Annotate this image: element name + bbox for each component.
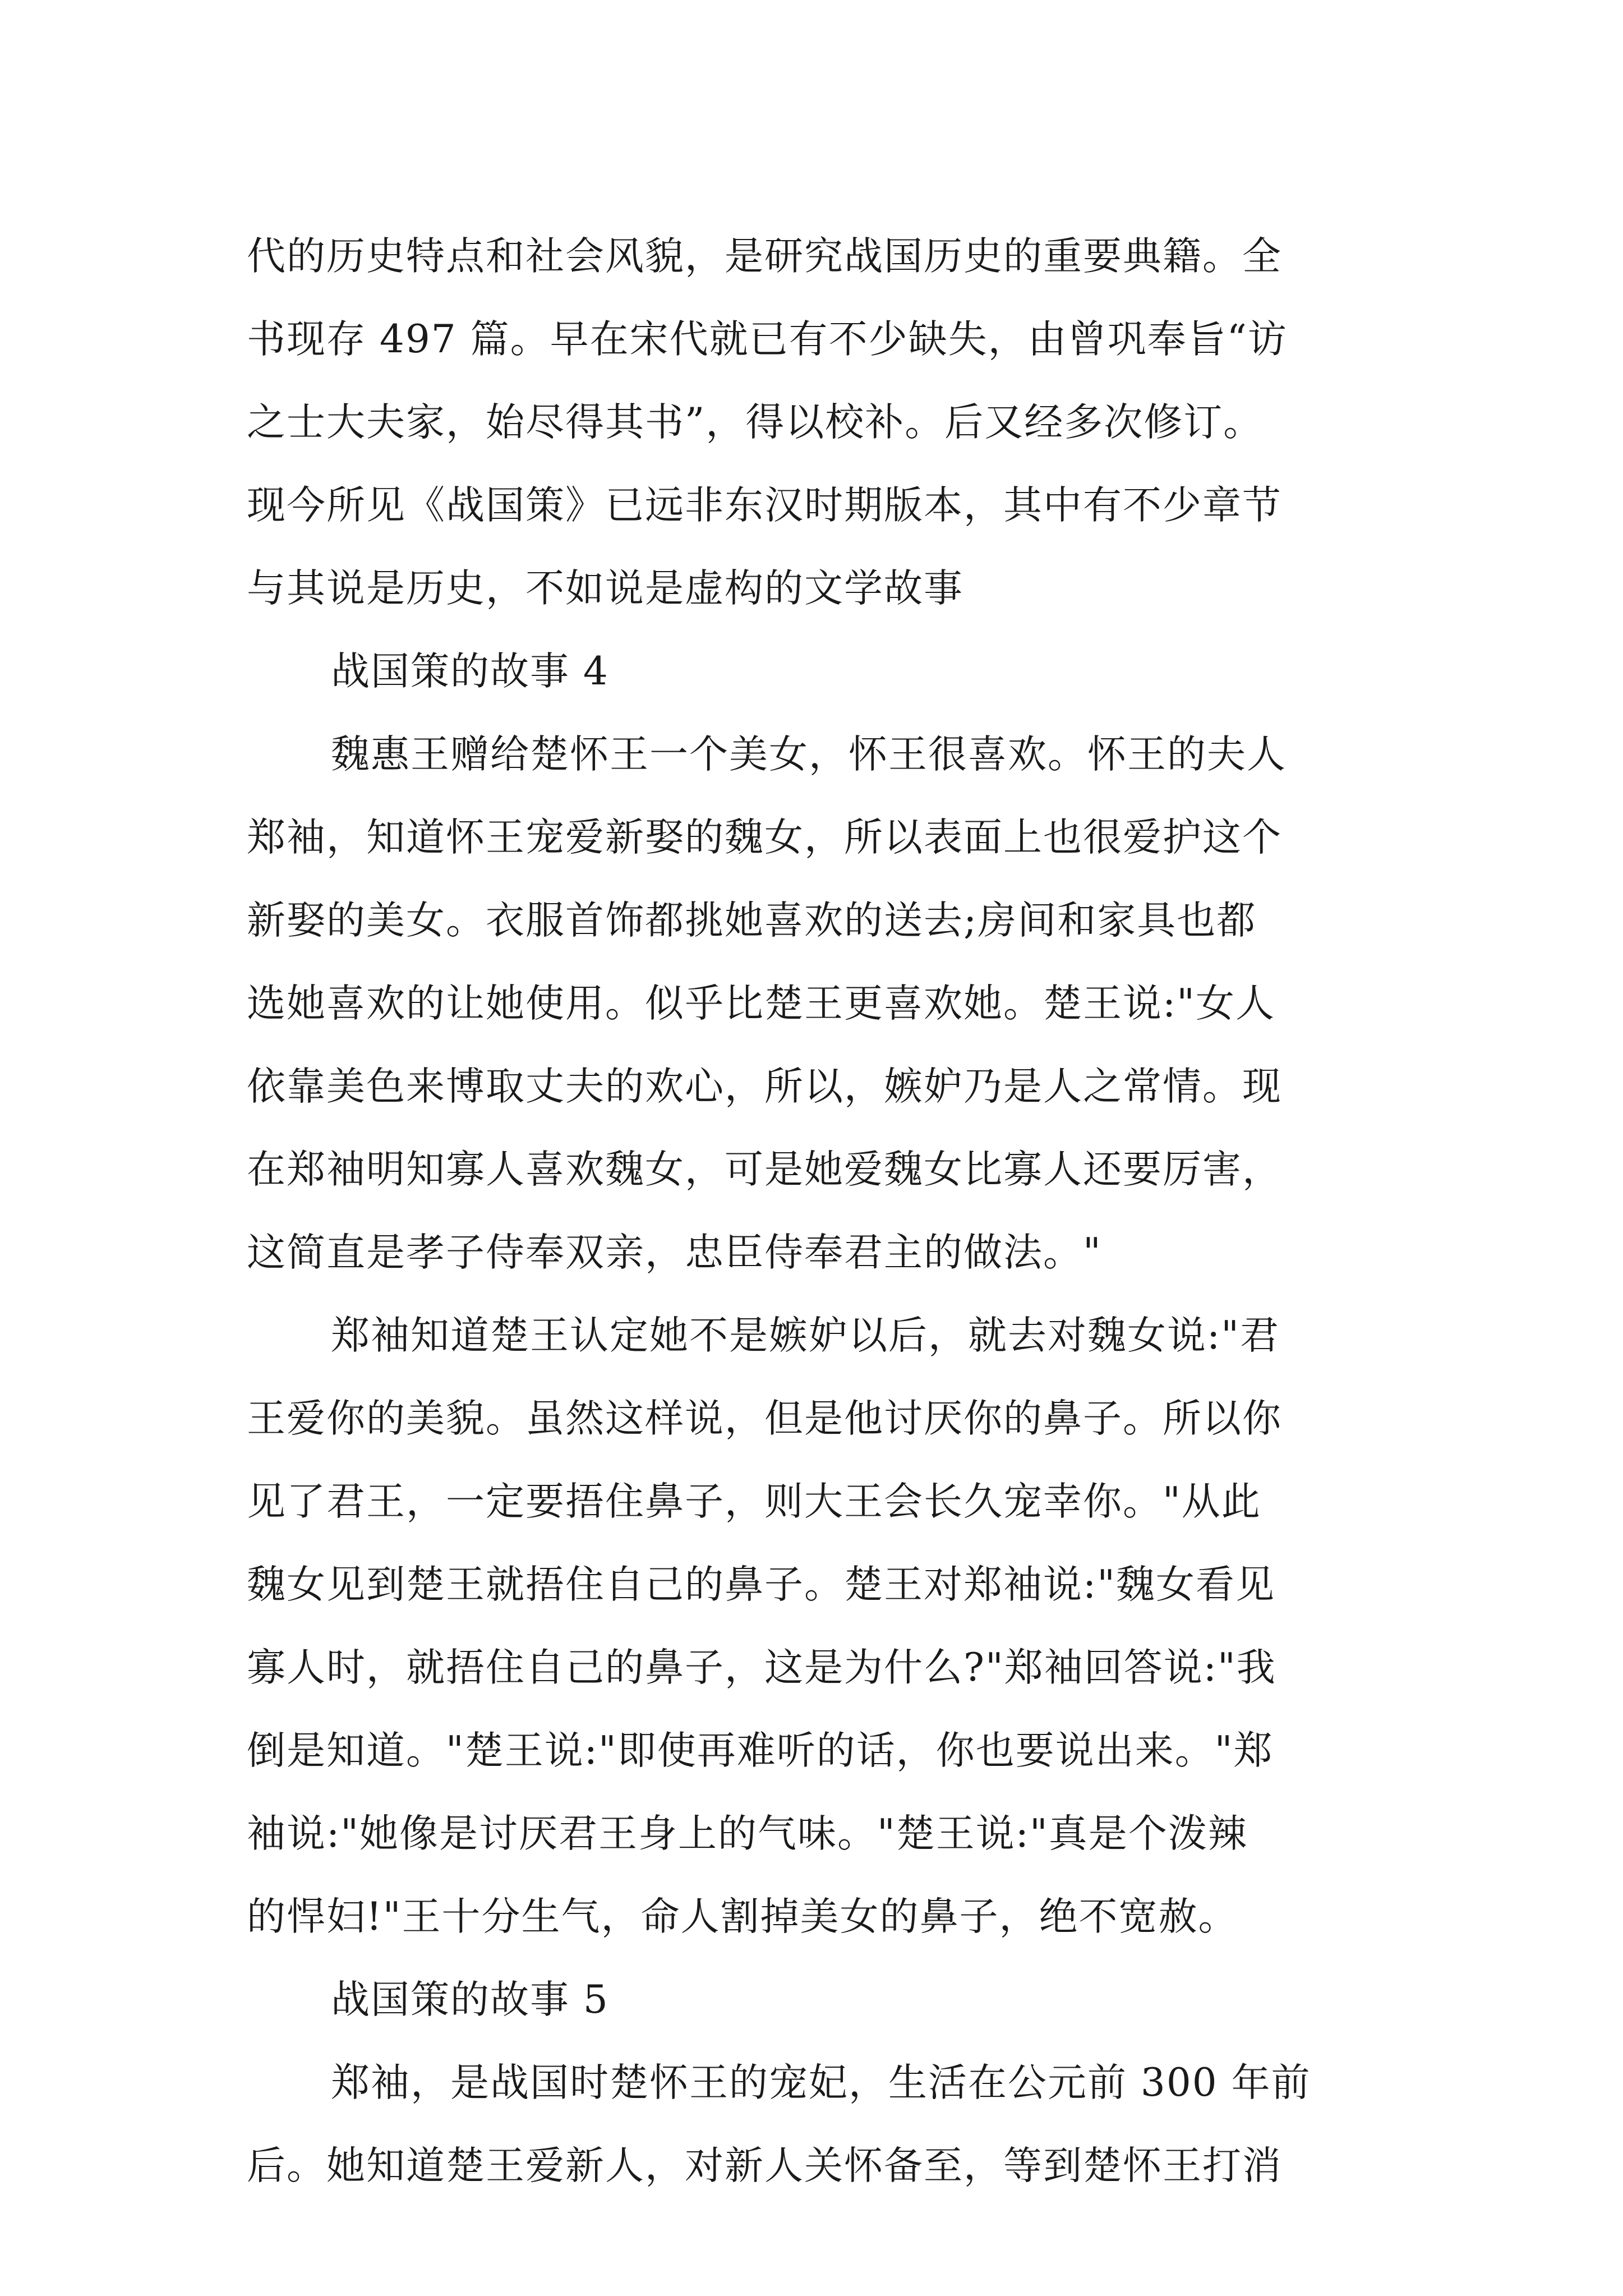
text-line: 倒是知道。"楚王说:"即使再难听的话，你也要说出来。"郑 [247,1728,1274,1773]
text-line: 在郑袖明知寡人喜欢魏女，可是她爱魏女比寡人还要厉害， [247,1147,1282,1192]
text-line: 代的历史特点和社会风貌，是研究战国历史的重要典籍。全 [247,234,1282,279]
paragraph-first-line: 魏惠王赠给楚怀王一个美女，怀王很喜欢。怀王的夫人 [331,732,1287,777]
text-line: 见了君王，一定要捂住鼻子，则大王会长久宠幸你。"从此 [247,1479,1261,1524]
text-line: 选她喜欢的让她使用。似乎比楚王更喜欢她。楚王说:"女人 [247,981,1275,1026]
text-line: 寡人时，就捂住自己的鼻子，这是为什么?"郑袖回答说:"我 [247,1645,1276,1690]
text-line: 新娶的美女。衣服首饰都挑她喜欢的送去;房间和家具也都 [247,898,1257,943]
text-line: 与其说是历史，不如说是虚构的文学故事 [247,566,963,611]
text-line: 之士大夫家，始尽得其书”，得以校补。后又经多次修订。 [247,400,1264,445]
text-line: 魏女见到楚王就捂住自己的鼻子。楚王对郑袖说:"魏女看见 [247,1562,1275,1607]
text-line: 后。她知道楚王爱新人，对新人关怀备至，等到楚怀王打消 [247,2143,1282,2188]
text-line: 袖说:"她像是讨厌君王身上的气味。"楚王说:"真是个泼辣 [247,1811,1248,1856]
paragraph-first-line: 郑袖，是战国时楚怀王的宠妃，生活在公元前 300 年前 [331,2060,1311,2105]
body-text [247,215,1391,2207]
text-line: 依靠美色来博取丈夫的欢心，所以，嫉妒乃是人之常情。现 [247,1064,1282,1109]
paragraph-first-line: 郑袖知道楚王认定她不是嫉妒以后，就去对魏女说:"君 [331,1313,1280,1358]
text-line: 书现存 497 篇。早在宋代就已有不少缺失，由曾巩奉旨“访 [247,317,1288,362]
text-line: 这简直是孝子侍奉双亲，忠臣侍奉君主的做法。" [247,1230,1102,1275]
text-line: 郑袖，知道怀王宠爱新娶的魏女，所以表面上也很爱护这个 [247,815,1282,860]
section-heading: 战国策的故事 4 [331,649,609,694]
section-heading: 战国策的故事 5 [331,1977,609,2022]
text-line: 现今所见《战国策》已远非东汉时期版本，其中有不少章节 [247,483,1282,528]
text-line: 的悍妇!"王十分生气，命人割掉美女的鼻子，绝不宽赦。 [247,1894,1238,1939]
text-line: 王爱你的美貌。虽然这样说，但是他讨厌你的鼻子。所以你 [247,1396,1282,1441]
